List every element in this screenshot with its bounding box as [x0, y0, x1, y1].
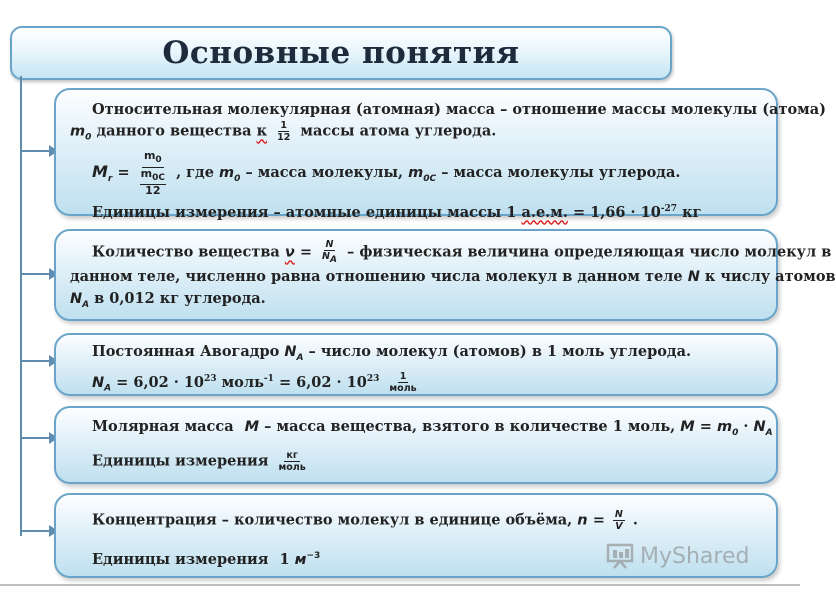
b3-l2-b: моль	[216, 373, 264, 391]
b2-line1	[70, 239, 832, 266]
connector-arrow-5	[20, 530, 50, 532]
b3-frac	[387, 371, 418, 394]
b3-l2-NA: N	[92, 374, 105, 391]
b2-frac-num: N	[325, 239, 334, 250]
b2-line1-a: Количество вещества	[92, 243, 280, 261]
b1-units-c: кг	[677, 203, 702, 221]
b2-nu: ν	[284, 244, 295, 261]
b5-unit-val: 1	[279, 550, 290, 568]
b3-exp3: 23	[366, 373, 380, 384]
b3-line1	[70, 341, 762, 369]
b3-exp1: 23	[204, 373, 217, 384]
b1-units-aem: а.е.м.	[521, 203, 568, 221]
b1-line2-b: массы атома углерода.	[300, 122, 497, 140]
b1-mr-sub: r	[107, 174, 113, 185]
b2-line3-text: в 0,012 кг углерода.	[94, 289, 266, 307]
b1-mr-fraction	[138, 150, 168, 196]
b4-frac-num: кг	[286, 449, 298, 461]
b3-line1-a: Постоянная Авогадро	[92, 343, 280, 360]
b1-units-b: = 1,66 · 10	[572, 203, 661, 221]
b4-line1-a: Молярная масса	[92, 418, 234, 435]
b2-NA: N	[70, 290, 83, 307]
concept-box-molar-mass	[54, 406, 778, 484]
presentation-board-icon	[606, 543, 634, 569]
b1-line2-a: данного вещества	[96, 122, 252, 140]
b2-frac-den	[320, 251, 339, 266]
b1-mr-den	[138, 168, 168, 197]
watermark-text: MyShared	[640, 543, 750, 569]
connector-arrow-1	[20, 150, 50, 152]
b1-frac1-den: 12	[277, 132, 291, 143]
b3-l2-c: = 6,02 · 10	[273, 373, 367, 391]
b4-m0-sub: 0	[732, 427, 739, 438]
b2-N: N	[687, 268, 700, 285]
b5-frac-den: V	[615, 521, 623, 532]
b1-m0: m	[70, 123, 86, 140]
b1-line2	[70, 120, 762, 148]
b1-mr-den-top	[140, 168, 166, 185]
b5-unit-exp: −3	[306, 551, 321, 561]
concept-box-avogadro	[54, 333, 778, 396]
b4-M: M	[244, 419, 260, 435]
page-title: Основные понятия	[162, 35, 520, 71]
b3-line1-b: – число молекул (атомов) в 1 моль углерода.	[308, 343, 692, 360]
connector-line	[20, 76, 22, 536]
b5-line1-a: Концентрация – количество молекул в единице объёма,	[92, 511, 573, 529]
b4-NA: N	[753, 419, 766, 435]
b1-line2-k: к	[256, 122, 268, 140]
b3-l2-NA-sub: A	[104, 383, 112, 394]
b1-units-exp: -27	[660, 203, 678, 214]
b1-mr-num	[142, 150, 164, 167]
b3-NA-sub: A	[296, 352, 304, 363]
connector-arrow-3	[20, 360, 50, 362]
b2-eq: =	[299, 243, 312, 261]
b3-frac-den: моль	[389, 383, 417, 395]
b3-line2	[70, 369, 762, 400]
b4-line1	[70, 416, 773, 444]
b3-frac-num: 1	[399, 371, 407, 383]
b1-units-a: Единицы измерения – атомные единицы массы 1	[92, 203, 517, 221]
b1-eq: =	[117, 164, 130, 182]
b4-NA-sub: A	[765, 427, 773, 438]
b2-NA-sub: A	[82, 299, 90, 310]
concept-box-relative-mass	[54, 88, 827, 221]
b2-frac-den-N: N	[322, 251, 330, 262]
b2-frac	[320, 239, 339, 266]
b5-period: .	[632, 511, 638, 529]
b4-eq: =	[694, 418, 717, 435]
b1-where: , где	[176, 164, 214, 182]
b2-line2	[70, 266, 836, 288]
b5-units: Единицы измерения	[92, 550, 269, 568]
b4-frac	[276, 450, 307, 473]
b2-line2-b: к числу атомов	[704, 267, 836, 285]
concept-box-amount-of-substance	[54, 229, 836, 321]
b1-line1: Относительная молекулярная (атомная) масса – отношение массы молекулы (атома)	[92, 101, 827, 118]
b3-exp2: -1	[263, 373, 274, 384]
b1-units-line	[70, 199, 762, 223]
b1-m0-sub: 0	[85, 132, 92, 143]
b1-mr-den-m: m	[140, 166, 153, 180]
b1-m0c: m	[408, 165, 424, 182]
b1-frac-1-12	[275, 120, 292, 143]
b4-units-line	[70, 450, 762, 473]
b2-line3	[70, 288, 762, 316]
b1-mr-M: M	[92, 162, 108, 182]
bottom-divider	[0, 584, 800, 586]
b2-frac-den-sub: A	[329, 254, 337, 265]
b1-m0-2-sub: 0	[234, 174, 241, 185]
b3-l2-a: = 6,02 · 10	[111, 373, 204, 391]
b1-frac1-num: 1	[280, 120, 288, 131]
b1-m0-2: m	[219, 165, 235, 182]
b4-dot: ·	[738, 418, 754, 435]
b2-line1-b: – физическая величина определяющая число молекул в	[347, 243, 832, 261]
b3-NA: N	[284, 344, 297, 360]
b4-M2: M	[680, 419, 695, 435]
watermark	[606, 538, 766, 574]
b5-eq: =	[592, 511, 605, 529]
b5-line1	[70, 509, 762, 532]
b5-frac-num: N	[614, 509, 623, 520]
b1-where-text1: – масса молекулы,	[245, 164, 404, 182]
b1-formula-line	[70, 150, 762, 196]
b5-unit-m: м	[294, 551, 307, 568]
b4-units: Единицы измерения	[92, 452, 269, 470]
b4-line1-b: – масса вещества, взятого в количестве 1 моль,	[264, 418, 676, 435]
title-box	[10, 26, 672, 80]
connector-arrow-2	[20, 273, 50, 275]
b1-mr-den-12: 12	[145, 183, 161, 197]
b5-n: n	[577, 512, 588, 529]
b5-frac	[613, 509, 625, 532]
b1-mr-num-sub: 0	[155, 155, 162, 166]
b1-m0c-sub: 0C	[423, 174, 437, 185]
b1-where-text2: – масса молекулы углерода.	[441, 164, 681, 182]
connector-arrow-4	[20, 437, 50, 439]
b4-frac-den: моль	[278, 461, 306, 473]
b4-m0: m	[716, 419, 733, 435]
b1-mr-den-sub: 0C	[152, 172, 165, 183]
b1-mr-num-m: m	[143, 149, 156, 163]
b2-line2-a: данном теле, численно равна отношению числа молекул в данном теле	[70, 267, 683, 285]
